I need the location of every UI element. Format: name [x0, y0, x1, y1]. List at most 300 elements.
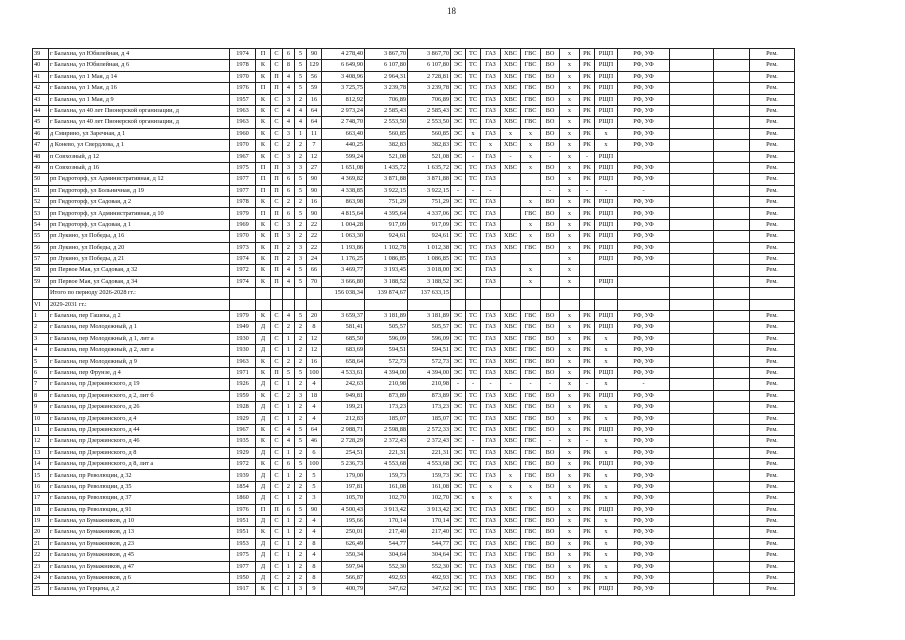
- table-cell: [714, 288, 750, 299]
- table-cell: ХВС: [501, 459, 521, 470]
- table-cell: РФ, УФ: [618, 504, 670, 515]
- table-cell: РЩП: [595, 242, 618, 253]
- table-cell: 8: [307, 538, 322, 549]
- table-cell: 59: [307, 83, 322, 94]
- table-cell: ТС: [466, 345, 481, 356]
- table-cell: 4 553,68: [408, 459, 451, 470]
- table-cell: ХВС: [501, 572, 521, 583]
- table-cell: 3 871,88: [408, 174, 451, 185]
- table-cell: х: [595, 493, 618, 504]
- table-cell: [670, 117, 714, 128]
- table-cell: 66: [307, 265, 322, 276]
- table-cell: 90: [307, 504, 322, 515]
- table-cell: 11: [307, 128, 322, 139]
- table-cell: [714, 94, 750, 105]
- table-cell: РК: [580, 413, 595, 424]
- table-cell: 1978: [230, 60, 256, 71]
- table-cell: Д: [256, 345, 271, 356]
- table-cell: х: [521, 219, 541, 230]
- table-cell: 3 913,42: [365, 504, 408, 515]
- table-row: [33, 265, 795, 276]
- table-cell: С: [271, 117, 283, 128]
- table-cell: РЩП: [595, 310, 618, 321]
- table-cell: РЩП: [595, 424, 618, 435]
- table-cell: г Балахна, пр Дзержинского, д 19: [49, 379, 230, 390]
- table-cell: 4: [283, 265, 295, 276]
- table-cell: х: [521, 128, 541, 139]
- table-cell: 14: [33, 459, 49, 470]
- table-cell: 212,83: [322, 413, 365, 424]
- table-cell: ТС: [466, 140, 481, 151]
- table-cell: ВО: [541, 162, 560, 173]
- table-cell: рп Гидроторф, ул Садовая, д 1: [49, 219, 230, 230]
- table-cell: ХВС: [501, 538, 521, 549]
- table-cell: 3: [283, 162, 295, 173]
- table-cell: 12: [307, 345, 322, 356]
- table-cell: 5: [295, 265, 307, 276]
- table-row: [33, 572, 795, 583]
- table-cell: ТС: [466, 356, 481, 367]
- table-cell: [714, 447, 750, 458]
- table-cell: Рем.: [750, 424, 795, 435]
- table-cell: [466, 265, 481, 276]
- table-cell: Рем.: [750, 174, 795, 185]
- table-cell: 1977: [230, 185, 256, 196]
- table-cell: РК: [580, 60, 595, 71]
- table-cell: ЭС: [451, 105, 466, 116]
- table-row: [33, 174, 795, 185]
- table-cell: 70: [307, 276, 322, 287]
- table-cell: [670, 219, 714, 230]
- table-cell: ГВС: [521, 242, 541, 253]
- table-row: [33, 459, 795, 470]
- table-cell: 59: [33, 276, 49, 287]
- table-cell: [670, 470, 714, 481]
- table-cell: х: [521, 231, 541, 242]
- table-cell: ТС: [466, 424, 481, 435]
- table-cell: 20: [33, 527, 49, 538]
- table-cell: 2: [295, 402, 307, 413]
- table-cell: 5: [295, 310, 307, 321]
- table-cell: РФ, УФ: [618, 94, 670, 105]
- table-cell: С: [271, 390, 283, 401]
- table-cell: 5: [295, 276, 307, 287]
- table-cell: ХВС: [501, 310, 521, 321]
- table-cell: 27: [307, 162, 322, 173]
- table-cell: 1951: [230, 527, 256, 538]
- table-cell: С: [271, 151, 283, 162]
- table-cell: ГВС: [521, 550, 541, 561]
- table-cell: Д: [256, 572, 271, 583]
- table-cell: С: [271, 310, 283, 321]
- table-cell: К: [256, 117, 271, 128]
- table-cell: 1975: [230, 162, 256, 173]
- table-row: [33, 493, 795, 504]
- table-cell: г Балахна, пер Фрунзе, д 4: [49, 367, 230, 378]
- table-cell: х: [501, 481, 521, 492]
- table-cell: ЭС: [451, 345, 466, 356]
- table-cell: ЭС: [451, 493, 466, 504]
- table-cell: рп Гидроторф, ул Больничная, д 19: [49, 185, 230, 196]
- table-cell: [501, 265, 521, 276]
- table-cell: 3 181,89: [365, 310, 408, 321]
- table-cell: ТС: [466, 504, 481, 515]
- table-cell: Рем.: [750, 151, 795, 162]
- table-cell: х: [560, 242, 580, 253]
- table-cell: 3: [295, 390, 307, 401]
- table-cell: Рем.: [750, 219, 795, 230]
- table-cell: 572,73: [408, 356, 451, 367]
- table-cell: 2: [283, 390, 295, 401]
- table-row: [33, 516, 795, 527]
- table-cell: 4: [283, 83, 295, 94]
- table-row: [33, 197, 795, 208]
- table-cell: РФ, УФ: [618, 49, 670, 60]
- table-cell: Рем.: [750, 71, 795, 82]
- table-cell: 217,40: [408, 527, 451, 538]
- table-cell: ГВС: [521, 367, 541, 378]
- table-cell: С: [271, 470, 283, 481]
- table-cell: 2: [295, 345, 307, 356]
- table-cell: ТС: [466, 117, 481, 128]
- table-cell: 2: [283, 481, 295, 492]
- table-cell: ТС: [466, 390, 481, 401]
- table-cell: 20: [307, 310, 322, 321]
- table-cell: 6: [283, 185, 295, 196]
- table-cell: 3: [295, 242, 307, 253]
- table-row: [33, 481, 795, 492]
- table-cell: 1928: [230, 402, 256, 413]
- table-cell: 1963: [230, 356, 256, 367]
- table-cell: [618, 265, 670, 276]
- table-cell: [670, 379, 714, 390]
- table-cell: ВО: [541, 459, 560, 470]
- table-cell: 156 038,34: [322, 288, 365, 299]
- table-cell: РК: [580, 584, 595, 595]
- table-cell: РЩП: [595, 105, 618, 116]
- table-cell: [501, 208, 521, 219]
- table-cell: ГАЗ: [481, 197, 501, 208]
- table-cell: [256, 288, 271, 299]
- table-cell: ГАЗ: [481, 470, 501, 481]
- table-cell: К: [256, 242, 271, 253]
- table-cell: 4: [307, 516, 322, 527]
- table-cell: К: [256, 128, 271, 139]
- table-cell: К: [256, 584, 271, 595]
- table-cell: ХВС: [501, 413, 521, 424]
- table-cell: Рем.: [750, 197, 795, 208]
- table-row: [33, 83, 795, 94]
- table-cell: 2: [295, 151, 307, 162]
- table-cell: х: [560, 322, 580, 333]
- table-cell: 1979: [230, 310, 256, 321]
- table-cell: ЭС: [451, 310, 466, 321]
- table-cell: рп Первое Мая, ул Садовая, д 32: [49, 265, 230, 276]
- table-cell: [714, 402, 750, 413]
- table-cell: 10: [33, 413, 49, 424]
- table-cell: 16: [307, 356, 322, 367]
- table-cell: х: [595, 379, 618, 390]
- table-cell: [714, 128, 750, 139]
- table-cell: х: [501, 128, 521, 139]
- table-cell: К: [256, 265, 271, 276]
- table-row: [33, 504, 795, 515]
- table-cell: х: [560, 105, 580, 116]
- table-cell: 1 004,28: [322, 219, 365, 230]
- table-cell: 39: [33, 49, 49, 60]
- table-cell: ГВС: [521, 71, 541, 82]
- table-cell: х: [560, 527, 580, 538]
- table-cell: РФ, УФ: [618, 436, 670, 447]
- table-cell: х: [560, 379, 580, 390]
- table-cell: 2: [295, 527, 307, 538]
- table-cell: РЩП: [595, 49, 618, 60]
- table-cell: РФ, УФ: [618, 117, 670, 128]
- table-cell: [714, 105, 750, 116]
- table-cell: ЭС: [451, 481, 466, 492]
- table-cell: [230, 288, 256, 299]
- table-cell: [670, 572, 714, 583]
- table-cell: г Балахна, ул 40 лет Пионерской организации, д: [49, 105, 230, 116]
- table-cell: РФ, УФ: [618, 105, 670, 116]
- table-cell: 16: [33, 481, 49, 492]
- table-cell: Рем.: [750, 231, 795, 242]
- table-cell: 594,51: [365, 345, 408, 356]
- table-cell: 3 469,77: [322, 265, 365, 276]
- table-row: [33, 128, 795, 139]
- table-cell: [618, 288, 670, 299]
- table-cell: ЭС: [451, 49, 466, 60]
- table-cell: РФ, УФ: [618, 174, 670, 185]
- table-cell: г Балахна, пер Молодежный, д 1, лит а: [49, 333, 230, 344]
- table-cell: С: [271, 481, 283, 492]
- table-cell: рп Первое Мая, ул Садовая, д 34: [49, 276, 230, 287]
- table-cell: ГАЗ: [481, 516, 501, 527]
- table-cell: ЭС: [451, 60, 466, 71]
- table-cell: -: [541, 151, 560, 162]
- table-cell: х: [541, 493, 560, 504]
- table-cell: -: [580, 436, 595, 447]
- table-cell: Д: [256, 447, 271, 458]
- table-cell: П: [271, 504, 283, 515]
- table-cell: 4: [307, 527, 322, 538]
- table-cell: [501, 197, 521, 208]
- table-cell: [714, 493, 750, 504]
- table-cell: ГАЗ: [481, 310, 501, 321]
- table-cell: П: [256, 83, 271, 94]
- table-cell: 1963: [230, 105, 256, 116]
- page-number: 18: [447, 6, 456, 16]
- table-cell: рп Гидроторф, ул Административная, д 12: [49, 174, 230, 185]
- table-cell: РФ, УФ: [618, 60, 670, 71]
- table-cell: г Балахна, ул 1 Мая, д 14: [49, 71, 230, 82]
- table-cell: 1917: [230, 584, 256, 595]
- table-cell: Рем.: [750, 481, 795, 492]
- table-cell: С: [271, 219, 283, 230]
- table-cell: 4: [33, 345, 49, 356]
- table-cell: 4: [295, 117, 307, 128]
- table-cell: ХВС: [501, 231, 521, 242]
- table-cell: ХВС: [501, 356, 521, 367]
- table-cell: 505,57: [365, 322, 408, 333]
- table-cell: х: [560, 83, 580, 94]
- table-cell: х: [560, 538, 580, 549]
- table-cell: [670, 356, 714, 367]
- table-cell: ТС: [466, 527, 481, 538]
- table-cell: 544,77: [365, 538, 408, 549]
- table-cell: РЩП: [595, 208, 618, 219]
- table-cell: Рем.: [750, 459, 795, 470]
- table-cell: г Балахна, ул Бумажников, д 23: [49, 538, 230, 549]
- table-cell: 597,94: [322, 561, 365, 572]
- table-cell: х: [560, 94, 580, 105]
- table-cell: 22: [307, 231, 322, 242]
- table-cell: г Балахна, ул Бумажников, д 47: [49, 561, 230, 572]
- table-cell: [670, 71, 714, 82]
- table-cell: [670, 516, 714, 527]
- table-cell: [408, 299, 451, 310]
- table-cell: х: [481, 481, 501, 492]
- table-cell: [670, 254, 714, 265]
- table-cell: [618, 276, 670, 287]
- table-cell: 46: [33, 128, 49, 139]
- table-cell: Рем.: [750, 49, 795, 60]
- table-cell: 102,70: [408, 493, 451, 504]
- table-cell: ЭС: [451, 322, 466, 333]
- table-cell: [714, 504, 750, 515]
- table-cell: РФ, УФ: [618, 208, 670, 219]
- table-cell: ГВС: [521, 402, 541, 413]
- table-cell: ГАЗ: [481, 527, 501, 538]
- table-cell: 1967: [230, 424, 256, 435]
- table-cell: ХВС: [501, 60, 521, 71]
- table-cell: -: [481, 379, 501, 390]
- table-cell: х: [595, 538, 618, 549]
- table-cell: 1960: [230, 128, 256, 139]
- table-cell: 1: [283, 345, 295, 356]
- table-cell: ВО: [541, 231, 560, 242]
- table-cell: ЭС: [451, 231, 466, 242]
- table-cell: 2: [295, 481, 307, 492]
- table-cell: С: [271, 561, 283, 572]
- table-cell: [670, 288, 714, 299]
- table-cell: 90: [307, 174, 322, 185]
- table-cell: К: [256, 94, 271, 105]
- table-cell: РК: [580, 117, 595, 128]
- table-cell: ГВС: [521, 527, 541, 538]
- table-cell: 1973: [230, 242, 256, 253]
- table-cell: 5: [295, 367, 307, 378]
- table-cell: Рем.: [750, 105, 795, 116]
- table-cell: г Балахна, пер Молодежный, д 2, лит а: [49, 345, 230, 356]
- table-cell: 1972: [230, 265, 256, 276]
- table-cell: 2: [33, 322, 49, 333]
- table-cell: ГВС: [521, 561, 541, 572]
- table-cell: 5: [283, 367, 295, 378]
- table-cell: 1: [283, 470, 295, 481]
- table-cell: 492,93: [365, 572, 408, 583]
- table-cell: ВО: [541, 538, 560, 549]
- table-cell: ГВС: [521, 424, 541, 435]
- table-cell: х: [521, 140, 541, 151]
- table-cell: х: [560, 402, 580, 413]
- table-cell: РК: [580, 242, 595, 253]
- table-cell: 4: [283, 71, 295, 82]
- table-cell: [580, 299, 595, 310]
- table-cell: ЭС: [451, 174, 466, 185]
- table-cell: ТС: [466, 333, 481, 344]
- table-cell: ВО: [541, 367, 560, 378]
- table-cell: Д: [256, 413, 271, 424]
- table-cell: х: [560, 584, 580, 595]
- table-cell: [595, 265, 618, 276]
- table-cell: 4 278,40: [322, 49, 365, 60]
- table-cell: ГАЗ: [481, 402, 501, 413]
- table-cell: 3 181,89: [408, 310, 451, 321]
- table-cell: 4 338,85: [322, 185, 365, 196]
- table-cell: ТС: [466, 162, 481, 173]
- table-cell: 3 408,96: [322, 71, 365, 82]
- table-cell: 3: [283, 231, 295, 242]
- table-row: [33, 49, 795, 60]
- table-cell: Рем.: [750, 356, 795, 367]
- table-cell: Рем.: [750, 345, 795, 356]
- table-cell: 1951: [230, 516, 256, 527]
- table-cell: ВО: [541, 49, 560, 60]
- table-cell: 1970: [230, 231, 256, 242]
- table-cell: РФ, УФ: [618, 402, 670, 413]
- table-cell: х: [560, 174, 580, 185]
- table-cell: 4 500,43: [322, 504, 365, 515]
- table-cell: [714, 60, 750, 71]
- table-cell: [580, 254, 595, 265]
- table-cell: С: [271, 94, 283, 105]
- table-cell: РЩП: [595, 174, 618, 185]
- table-cell: П: [271, 254, 283, 265]
- table-cell: 4: [283, 424, 295, 435]
- table-cell: ГАЗ: [481, 71, 501, 82]
- table-cell: [714, 538, 750, 549]
- table-cell: ГВС: [521, 208, 541, 219]
- table-cell: РК: [580, 174, 595, 185]
- table-cell: К: [256, 105, 271, 116]
- table-cell: -: [541, 379, 560, 390]
- table-cell: 2: [295, 550, 307, 561]
- table-cell: ГВС: [521, 94, 541, 105]
- table-cell: ВО: [541, 572, 560, 583]
- table-cell: Д: [256, 379, 271, 390]
- table-cell: 1929: [230, 447, 256, 458]
- table-cell: х: [560, 60, 580, 71]
- table-cell: 64: [307, 424, 322, 435]
- table-cell: РК: [580, 561, 595, 572]
- table-cell: 6: [33, 367, 49, 378]
- table-cell: ГАЗ: [481, 208, 501, 219]
- table-cell: 46: [307, 436, 322, 447]
- table-cell: [501, 185, 521, 196]
- table-cell: 560,85: [408, 128, 451, 139]
- table-cell: ТС: [466, 174, 481, 185]
- table-cell: РК: [580, 140, 595, 151]
- table-cell: 4: [283, 310, 295, 321]
- table-cell: х: [521, 481, 541, 492]
- table-cell: ВО: [541, 447, 560, 458]
- table-cell: ГВС: [521, 49, 541, 60]
- table-cell: Д: [256, 550, 271, 561]
- table-row: [33, 379, 795, 390]
- table-cell: [595, 299, 618, 310]
- table-cell: 5: [295, 436, 307, 447]
